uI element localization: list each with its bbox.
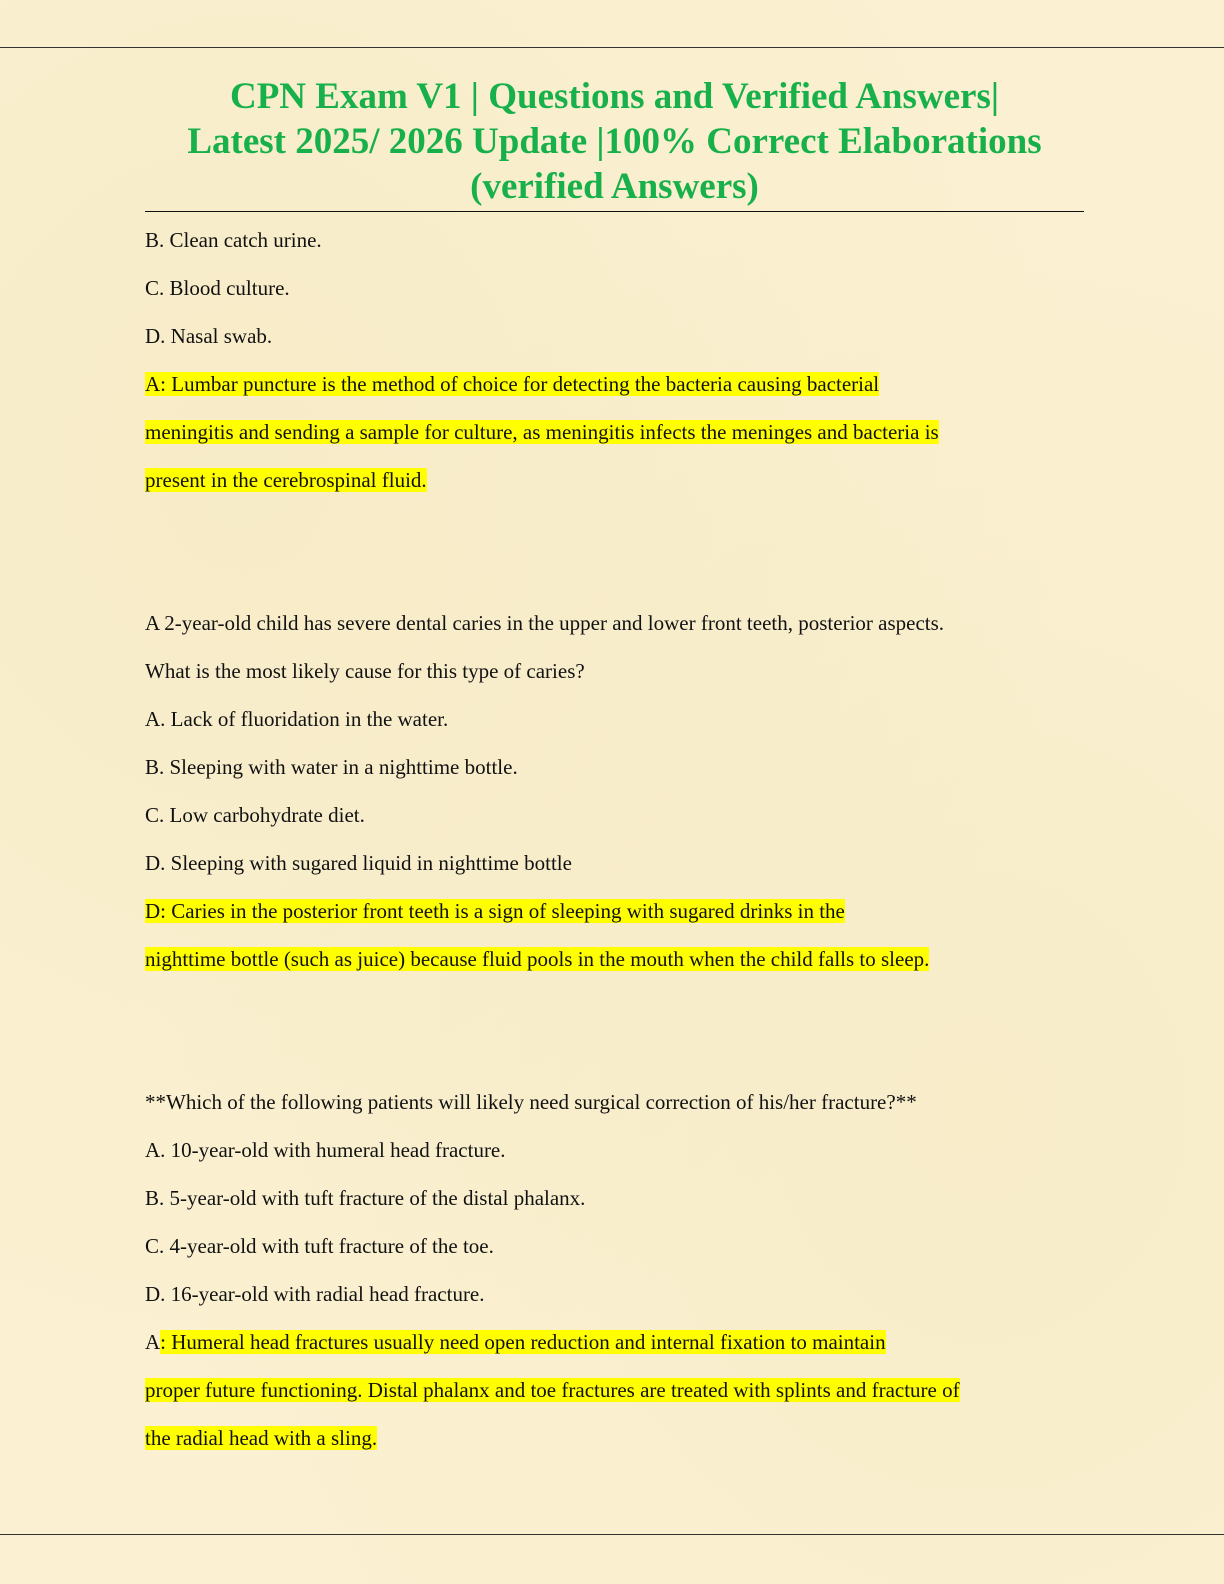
answer-line: D: Caries in the posterior front teeth is a sign of sleeping with sugared drinks in the: [145, 899, 845, 923]
document-title: [145, 74, 1084, 209]
answer-text: : Humeral head fractures usually need open reduction and internal fixation to maintain: [160, 1330, 886, 1354]
option-c: C. 4-year-old with tuft fracture of the toe.: [145, 1234, 494, 1258]
question-text: **Which of the following patients will likely need surgical correction of his/her fracture?**: [145, 1090, 917, 1114]
question-text: What is the most likely cause for this type of caries?: [145, 659, 585, 683]
title-line-3: (verified Answers): [470, 166, 759, 207]
document-body: [145, 216, 1084, 1462]
option-c: C. Low carbohydrate diet.: [145, 803, 365, 827]
question-text: A 2-year-old child has severe dental caries in the upper and lower front teeth, posterior aspects.: [145, 611, 945, 635]
answer-line: meningitis and sending a sample for culture, as meningitis infects the meninges and bacteria is: [145, 420, 939, 444]
question-block-3: [145, 1078, 1084, 1462]
footer-rule: [0, 1534, 1224, 1535]
answer-line: nighttime bottle (such as juice) because fluid pools in the mouth when the child falls to sleep.: [145, 947, 930, 971]
option-c: C. Blood culture.: [145, 276, 290, 300]
option-b: B. Sleeping with water in a nighttime bottle.: [145, 755, 518, 779]
option-a: A. Lack of fluoridation in the water.: [145, 707, 449, 731]
option-a: A. 10-year-old with humeral head fracture.: [145, 1138, 506, 1162]
header-rule: [0, 47, 1224, 48]
option-b: B. 5-year-old with tuft fracture of the distal phalanx.: [145, 1186, 586, 1210]
title-line-1: CPN Exam V1 | Questions and Verified Answers|: [229, 76, 1000, 117]
option-d: D. Nasal swab.: [145, 324, 273, 348]
question-block-2: [145, 599, 1084, 983]
answer-line: A: Lumbar puncture is the method of choice for detecting the bacteria causing bacterial: [145, 372, 880, 396]
answer-line: [145, 1318, 1084, 1366]
option-d: D. 16-year-old with radial head fracture.: [145, 1282, 485, 1306]
question-block-1: [145, 216, 1084, 504]
answer-line: proper future functioning. Distal phalanx and toe fractures are treated with splints and fracture of: [145, 1378, 960, 1402]
answer-line: the radial head with a sling.: [145, 1426, 378, 1450]
title-line-2: Latest 2025/ 2026 Update |100% Correct Elaborations: [187, 121, 1042, 162]
answer-line: present in the cerebrospinal fluid.: [145, 468, 427, 492]
answer-letter: A: [145, 1330, 161, 1354]
title-underline: [145, 211, 1084, 212]
option-d: D. Sleeping with sugared liquid in nighttime bottle: [145, 851, 572, 875]
option-b: B. Clean catch urine.: [145, 228, 322, 252]
